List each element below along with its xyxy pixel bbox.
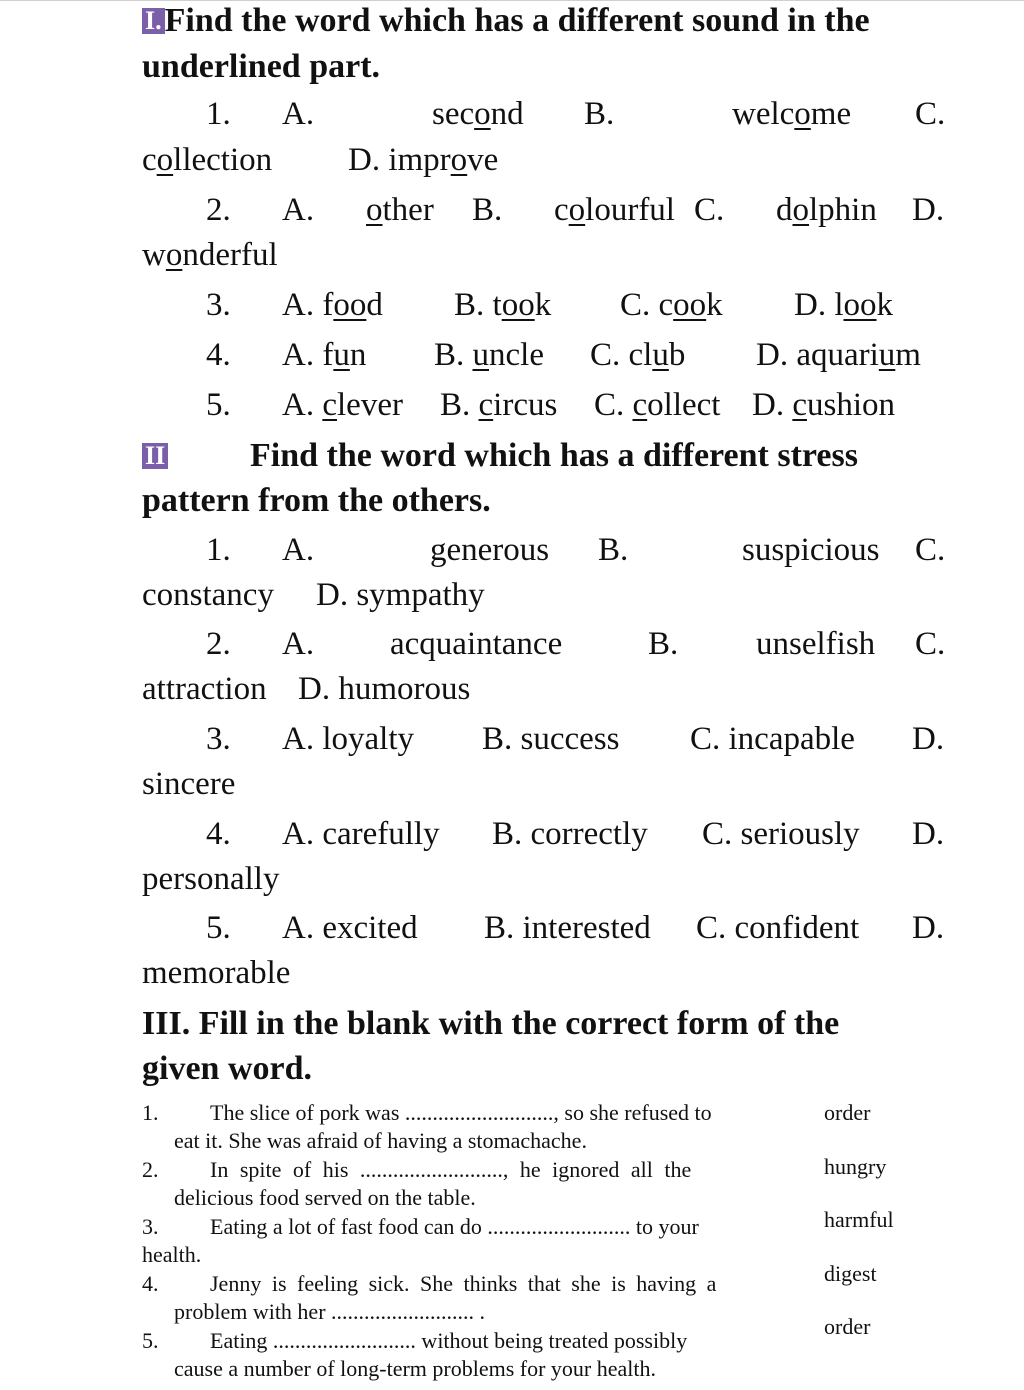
- option: second: [432, 96, 524, 132]
- option: welcome: [732, 96, 852, 132]
- option: B. circus: [440, 387, 558, 423]
- section-3-heading-line2: given word.: [142, 1050, 312, 1087]
- option: B. uncle: [434, 337, 544, 373]
- option: colourful: [554, 192, 675, 228]
- section-2-heading-line2: pattern from the others.: [142, 482, 491, 519]
- given-word: order: [824, 1314, 871, 1339]
- option: A. food: [282, 287, 383, 323]
- option: D. improve: [348, 142, 499, 178]
- option: collection: [142, 142, 273, 178]
- option: C. collect: [594, 387, 721, 423]
- given-word: digest: [824, 1261, 877, 1286]
- option: D. aquarium: [756, 337, 921, 373]
- option: D. look: [794, 287, 893, 323]
- section-3-heading-line1: III. Fill in the blank with the correct form of the: [142, 1005, 840, 1042]
- top-rule: [0, 0, 1024, 1]
- section-1-heading-line1: I.Find the word which has a different sound in the: [142, 2, 870, 40]
- option: C. cook: [620, 287, 723, 323]
- option: dolphin: [776, 192, 877, 228]
- given-word: harmful: [824, 1207, 894, 1232]
- given-word: hungry: [824, 1154, 887, 1179]
- option: D. cushion: [752, 387, 896, 423]
- option: B. took: [454, 287, 552, 323]
- option: A. clever: [282, 387, 403, 423]
- option: A. fun: [282, 337, 367, 373]
- section-2-marker: II: [142, 443, 168, 469]
- given-word: order: [824, 1100, 871, 1125]
- section-1-marker: I.: [142, 8, 165, 34]
- section-1-heading-line2: underlined part.: [142, 48, 381, 85]
- option: C. club: [590, 337, 686, 373]
- section-2-heading-line1: [142, 437, 168, 475]
- option: wonderful: [142, 237, 278, 273]
- option: other: [366, 192, 434, 228]
